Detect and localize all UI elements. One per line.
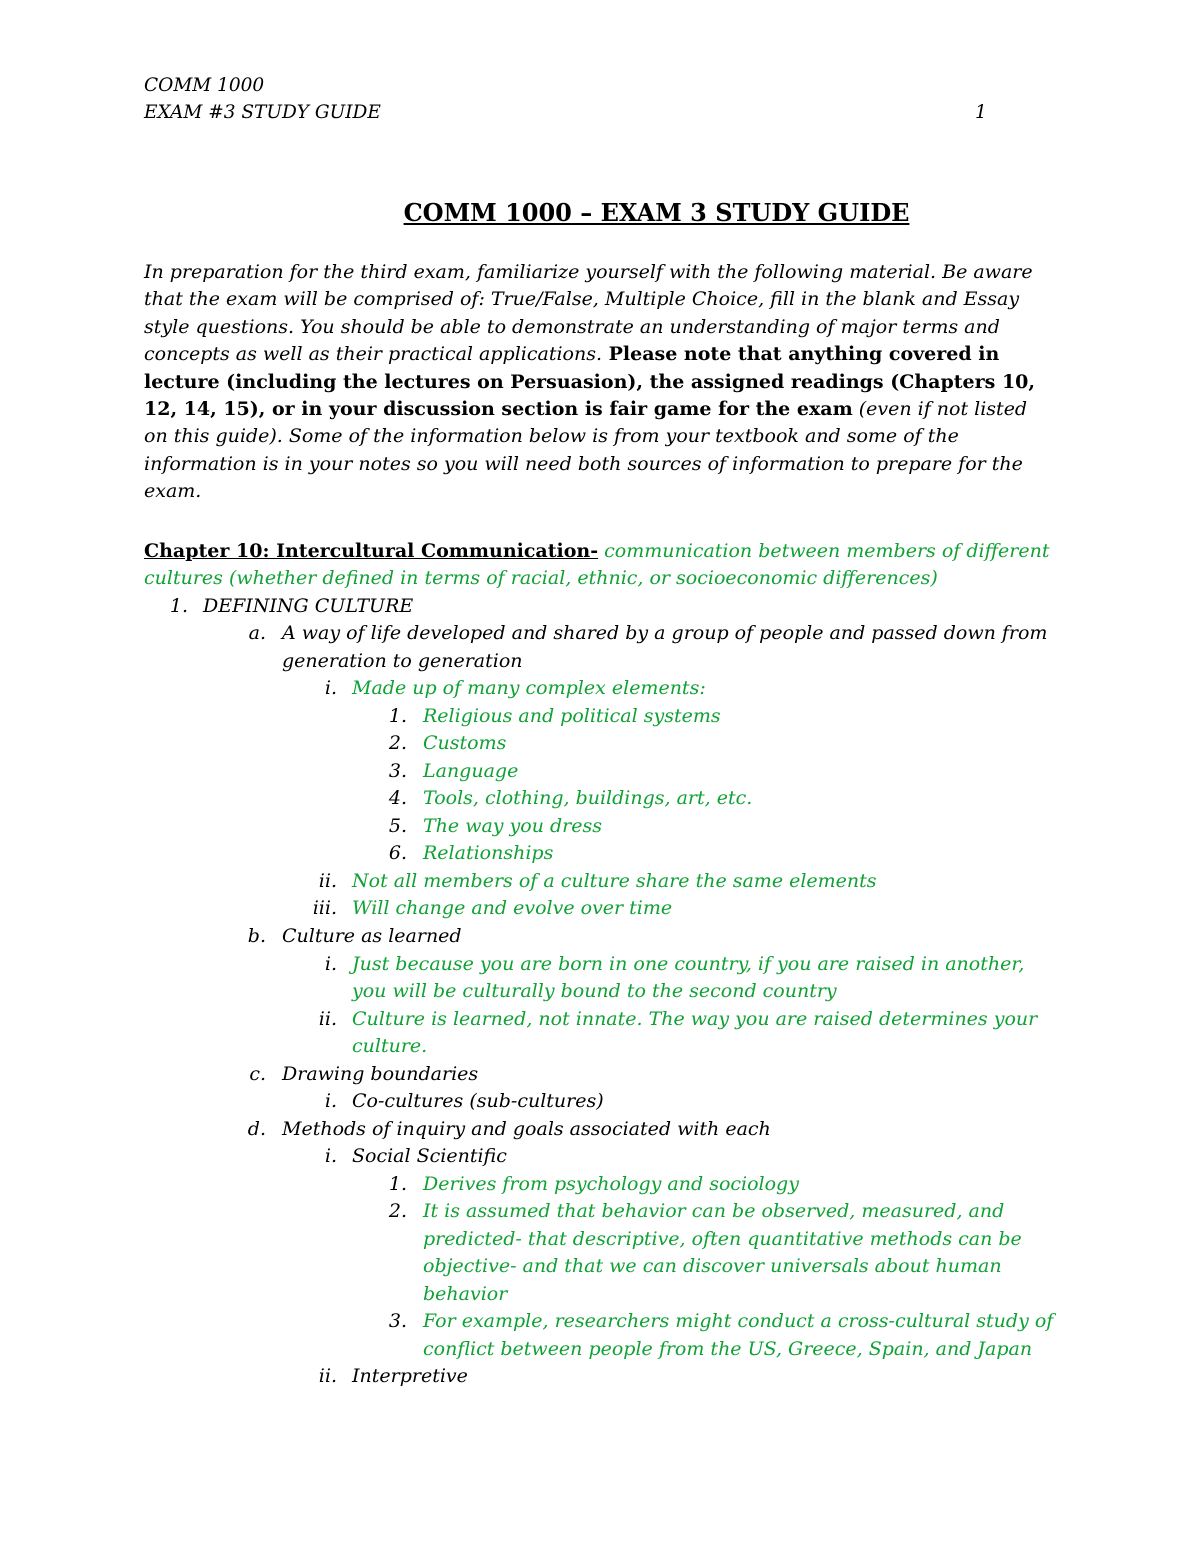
outline-item: Not all members of a culture share the same elements [352, 870, 877, 892]
outline-item: DEFINING CULTURE [203, 595, 414, 617]
outline-marker: i. [324, 677, 337, 699]
intro-bold-text: Please note that anything covered in lecture (including the lectures on Persuasion), the assigned readings (Chapters 10, 12, 14, 15), or in your discussion section is fair game for the exam [144, 343, 1035, 421]
outline-item: Tools, clothing, buildings, art, etc. [423, 787, 753, 809]
outline-item: Relationships [423, 842, 554, 864]
outline-marker: ii. [318, 870, 337, 892]
outline-item: generation to generation [282, 650, 523, 672]
intro-paragraph [144, 259, 1056, 506]
outline-item: Interpretive [352, 1365, 468, 1387]
outline-item: behavior [423, 1283, 508, 1305]
chapter-definition-2: cultures (whether defined in terms of racial, ethnic, or socioeconomic differences) [144, 567, 938, 589]
outline-marker: 1. [388, 705, 407, 727]
outline-marker: 4. [388, 787, 407, 809]
outline-item: Just because you are born in one country, if you are raised in another, [352, 953, 1025, 975]
outline-item: For example, researchers might conduct a cross-cultural study of [423, 1310, 1054, 1332]
outline-item: Culture is learned, not innate. The way you are raised determines your [352, 1008, 1038, 1030]
outline-item: Methods of inquiry and goals associated with each [282, 1118, 771, 1140]
outline-marker: i. [324, 1145, 337, 1167]
outline-marker: 1. [388, 1173, 407, 1195]
outline-marker: 2. [388, 732, 407, 754]
outline-item: Language [423, 760, 519, 782]
outline-marker: c. [249, 1063, 266, 1085]
intro-text-2: (even if not listed on this guide). Some of the information below is from your textbook and some of the information is in your notes so you will need both sources of information to prepare for the exam. [144, 398, 1028, 503]
outline-item: It is assumed that behavior can be observed, measured, and [423, 1200, 1005, 1222]
outline-marker: 2. [388, 1200, 407, 1222]
outline-item: Culture as learned [282, 925, 462, 947]
outline-item: A way of life developed and shared by a group of people and passed down from [282, 622, 1048, 644]
outline-marker: b. [247, 925, 266, 947]
outline-marker: iii. [312, 897, 337, 919]
outline-item: Customs [423, 732, 507, 754]
outline-marker: i. [324, 953, 337, 975]
outline-marker: 1. [169, 595, 188, 617]
page-title: COMM 1000 – EXAM 3 STUDY GUIDE [403, 198, 910, 227]
outline-item: Derives from psychology and sociology [423, 1173, 799, 1195]
outline-item: you will be culturally bound to the second country [352, 980, 837, 1002]
chapter-heading-line [144, 538, 1050, 565]
outline-item: Drawing boundaries [282, 1063, 479, 1085]
header-subtitle: EXAM #3 STUDY GUIDE [144, 102, 381, 123]
outline-marker: a. [248, 622, 266, 644]
outline-marker: 6. [388, 842, 407, 864]
chapter-definition-1: communication between members of different [598, 540, 1050, 562]
outline-item: Co-cultures (sub-cultures) [352, 1090, 604, 1112]
outline-marker: ii. [318, 1365, 337, 1387]
outline-item: conflict between people from the US, Greece, Spain, and Japan [423, 1338, 1033, 1360]
outline-item: Religious and political systems [423, 705, 721, 727]
header-course: COMM 1000 [144, 75, 265, 96]
outline-marker: i. [324, 1090, 337, 1112]
outline-item: culture. [352, 1035, 428, 1057]
outline-item: The way you dress [423, 815, 602, 837]
outline-marker: 3. [388, 1310, 407, 1332]
page-number: 1 [975, 102, 987, 123]
outline-item: Social Scientific [352, 1145, 507, 1167]
outline-marker: 3. [388, 760, 407, 782]
outline-marker: d. [247, 1118, 266, 1140]
outline-item: Made up of many complex elements: [352, 677, 706, 699]
outline-item: Will change and evolve over time [352, 897, 673, 919]
outline-marker: ii. [318, 1008, 337, 1030]
outline-marker: 5. [388, 815, 407, 837]
outline-item: predicted- that descriptive, often quantitative methods can be [423, 1228, 1022, 1250]
outline-item: objective- and that we can discover universals about human [423, 1255, 1002, 1277]
intro-text-1: In preparation for the third exam, familiarize yourself with the following material. Be aware that the exam will be comprised of: True/False, Multiple Choice, fill in the blank and Essay style questions. You should be able to demonstrate an understanding of major terms and concepts as well as their practical applications. [144, 261, 1033, 366]
chapter-heading: Chapter 10: Intercultural Communication- [144, 540, 599, 562]
